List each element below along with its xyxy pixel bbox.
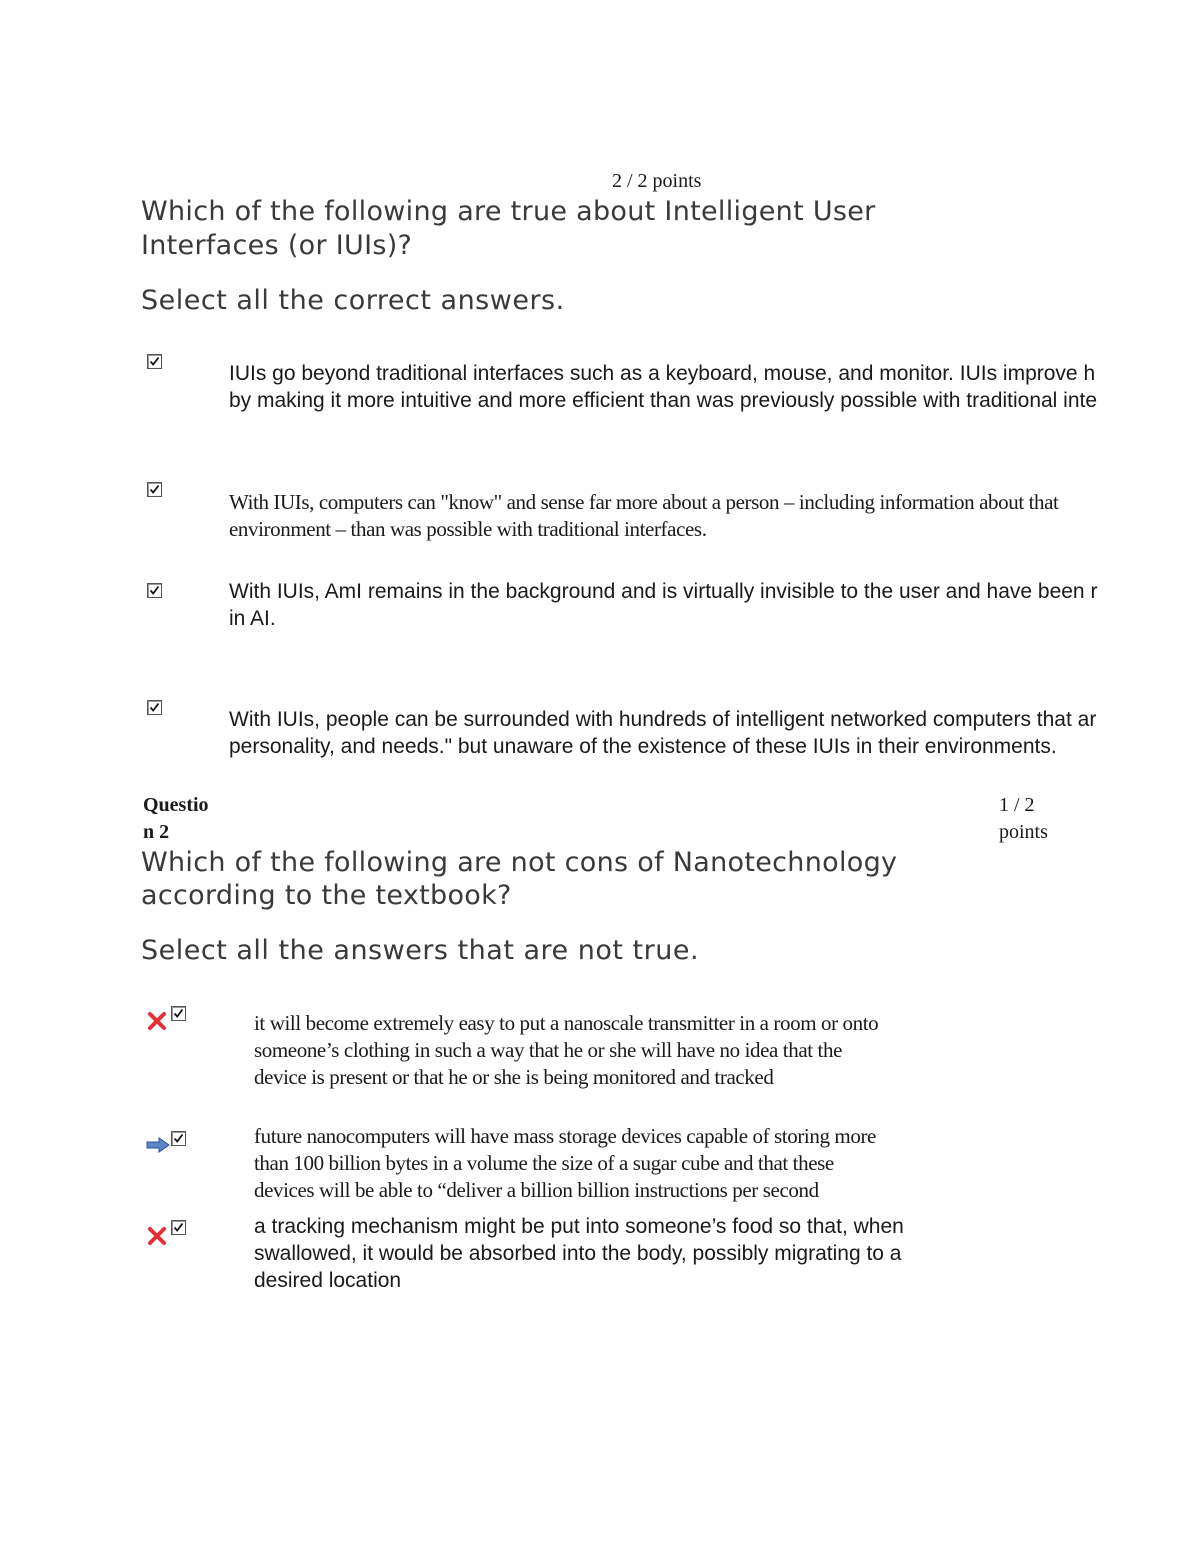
question2-title-line1: Which of the following are not cons of Nanotechnology [141,847,898,878]
checkmark-icon [173,1008,184,1019]
question2-instruction: Select all the answers that are not true. [141,935,700,966]
q2-option2-text [254,1123,876,1204]
question2-points [999,792,1069,846]
q1-option4-text [229,706,1096,760]
q2-option2-line3: devices will be able to “deliver a billion billion instructions per second [254,1178,819,1202]
q1-option2-text [229,489,1059,543]
question1-title-line2: Interfaces (or IUIs)? [141,230,413,261]
q1-option3-checkbox[interactable] [147,583,162,598]
question2-label-line1: Questio [143,794,209,816]
q1-option1-checkbox[interactable] [147,354,162,369]
checkmark-icon [149,702,160,713]
question2-label-line2: n 2 [143,821,170,843]
question2-points-line2: points [999,821,1048,843]
q2-option1-checkbox[interactable] [171,1006,186,1021]
q2-option2-line2: than 100 billion bytes in a volume the size of a sugar cube and that these [254,1151,834,1175]
q2-option1-text [254,1010,878,1091]
q2-option1-line3: device is present or that he or she is being monitored and tracked [254,1065,774,1089]
q1-option3-line1: With IUIs, AmI remains in the background and is virtually invisible to the user and have been r [229,580,1098,603]
q1-option2-line2: environment – than was possible with traditional interfaces. [229,517,707,541]
checkmark-icon [173,1222,184,1233]
q2-option2-line1: future nanocomputers will have mass storage devices capable of storing more [254,1124,876,1148]
arrow-right-icon [146,1137,170,1153]
q1-option1-line1: IUIs go beyond traditional interfaces such as a keyboard, mouse, and monitor. IUIs improve h [229,362,1096,385]
incorrect-x-icon [147,1011,167,1031]
q1-option1-line2: by making it more intuitive and more efficient than was previously possible with traditional inte [229,389,1098,412]
checkmark-icon [149,484,160,495]
question1-instruction: Select all the correct answers. [141,285,565,316]
q2-option1-line1: it will become extremely easy to put a nanoscale transmitter in a room or onto [254,1011,879,1035]
q1-option3-text [229,578,1097,632]
checkmark-icon [173,1133,184,1144]
q2-option3-text [254,1213,904,1294]
q1-option2-line1: With IUIs, computers can "know" and sense far more about a person – including information about that [229,490,1059,514]
checkmark-icon [149,356,160,367]
q1-option1-text [229,360,1097,414]
q2-option3-line3: desired location [254,1269,402,1292]
question1-points: 2 / 2 points [612,170,702,192]
q2-option3-checkbox[interactable] [171,1220,186,1235]
q1-option4-line1: With IUIs, people can be surrounded with hundreds of intelligent networked computers that ar [229,708,1097,731]
q2-option3-line2: swallowed, it would be absorbed into the body, possibly migrating to a [254,1242,902,1265]
q2-option1-line2: someone’s clothing in such a way that he or she will have no idea that the [254,1038,842,1062]
question2-title-line2: according to the textbook? [141,880,512,911]
q2-option2-checkbox[interactable] [171,1131,186,1146]
q1-option2-checkbox[interactable] [147,482,162,497]
q1-option4-checkbox[interactable] [147,700,162,715]
q2-option3-line1: a tracking mechanism might be put into someone’s food so that, when [254,1215,904,1238]
question2-points-line1: 1 / 2 [999,794,1035,816]
incorrect-x-icon [147,1226,167,1246]
question1-title-line1: Which of the following are true about Intelligent User [141,196,876,227]
checkmark-icon [149,585,160,596]
q1-option3-line2: in AI. [229,607,276,630]
question2-label [143,792,233,846]
q1-option4-line2: personality, and needs." but unaware of the existence of these IUIs in their environments. [229,735,1057,758]
